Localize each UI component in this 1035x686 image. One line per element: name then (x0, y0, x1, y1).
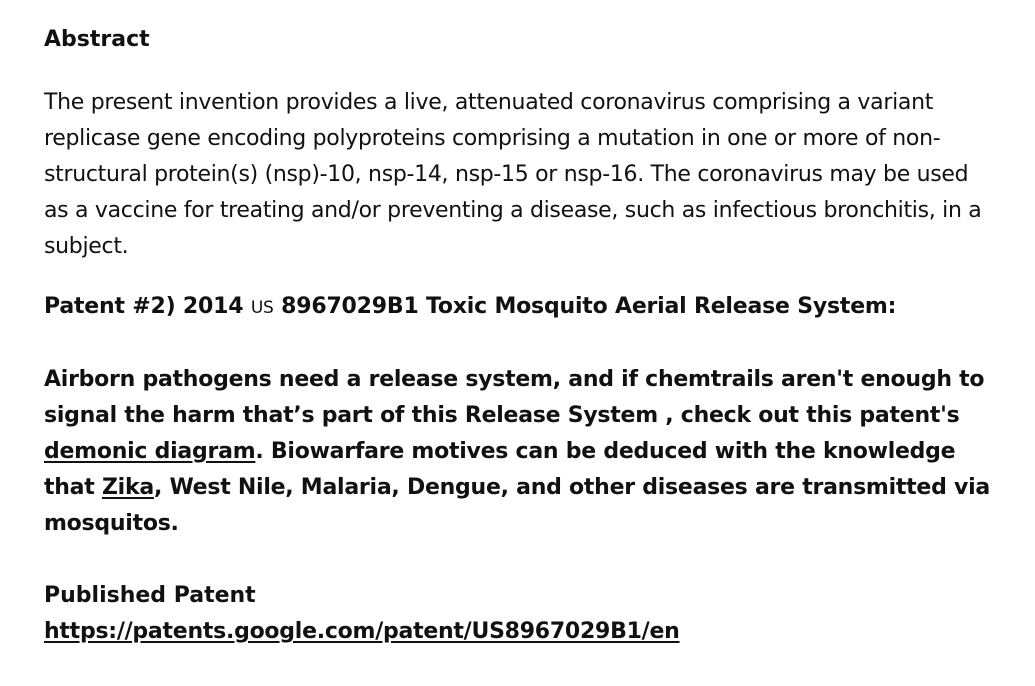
patent-title-country: US (250, 298, 274, 318)
published-patent-link[interactable]: https://patents.google.com/patent/US8967029B1/en (44, 619, 680, 644)
description-part-2: . Biowarfare motives can be deduced with the knowledge that (44, 439, 956, 500)
description-part-3: , West Nile, Malaria, Dengue, and other diseases are transmitted via mosquitos. (44, 475, 990, 536)
patent-description (44, 362, 994, 542)
patent-title-rest: 8967029B1 Toxic Mosquito Aerial Release System: (281, 294, 897, 319)
patent-title (44, 289, 994, 326)
abstract-text: The present invention provides a live, attenuated coronavirus comprising a variant replicase gene encoding polyproteins comprising a mutation in one or more of non-structural protein(s) (nsp)-10, nsp-14, nsp-15 or nsp-16. The coronavirus may be used as a vaccine for treating and/or preventing a disease, such as infectious bronchitis, in a subject. (44, 90, 982, 259)
demonic-diagram-link[interactable]: demonic diagram (44, 439, 256, 464)
description-part-1: Airborn pathogens need a release system, and if chemtrails aren't enough to signal the harm that’s part of this Release System , check out this patent's (44, 367, 985, 428)
patent-title-prefix: Patent #2) 2014 (44, 294, 244, 319)
zika-link[interactable]: Zika (101, 475, 154, 500)
abstract-heading: Abstract (44, 27, 150, 52)
article-content (44, 22, 994, 650)
published-patent-heading: Published Patent (44, 583, 256, 608)
